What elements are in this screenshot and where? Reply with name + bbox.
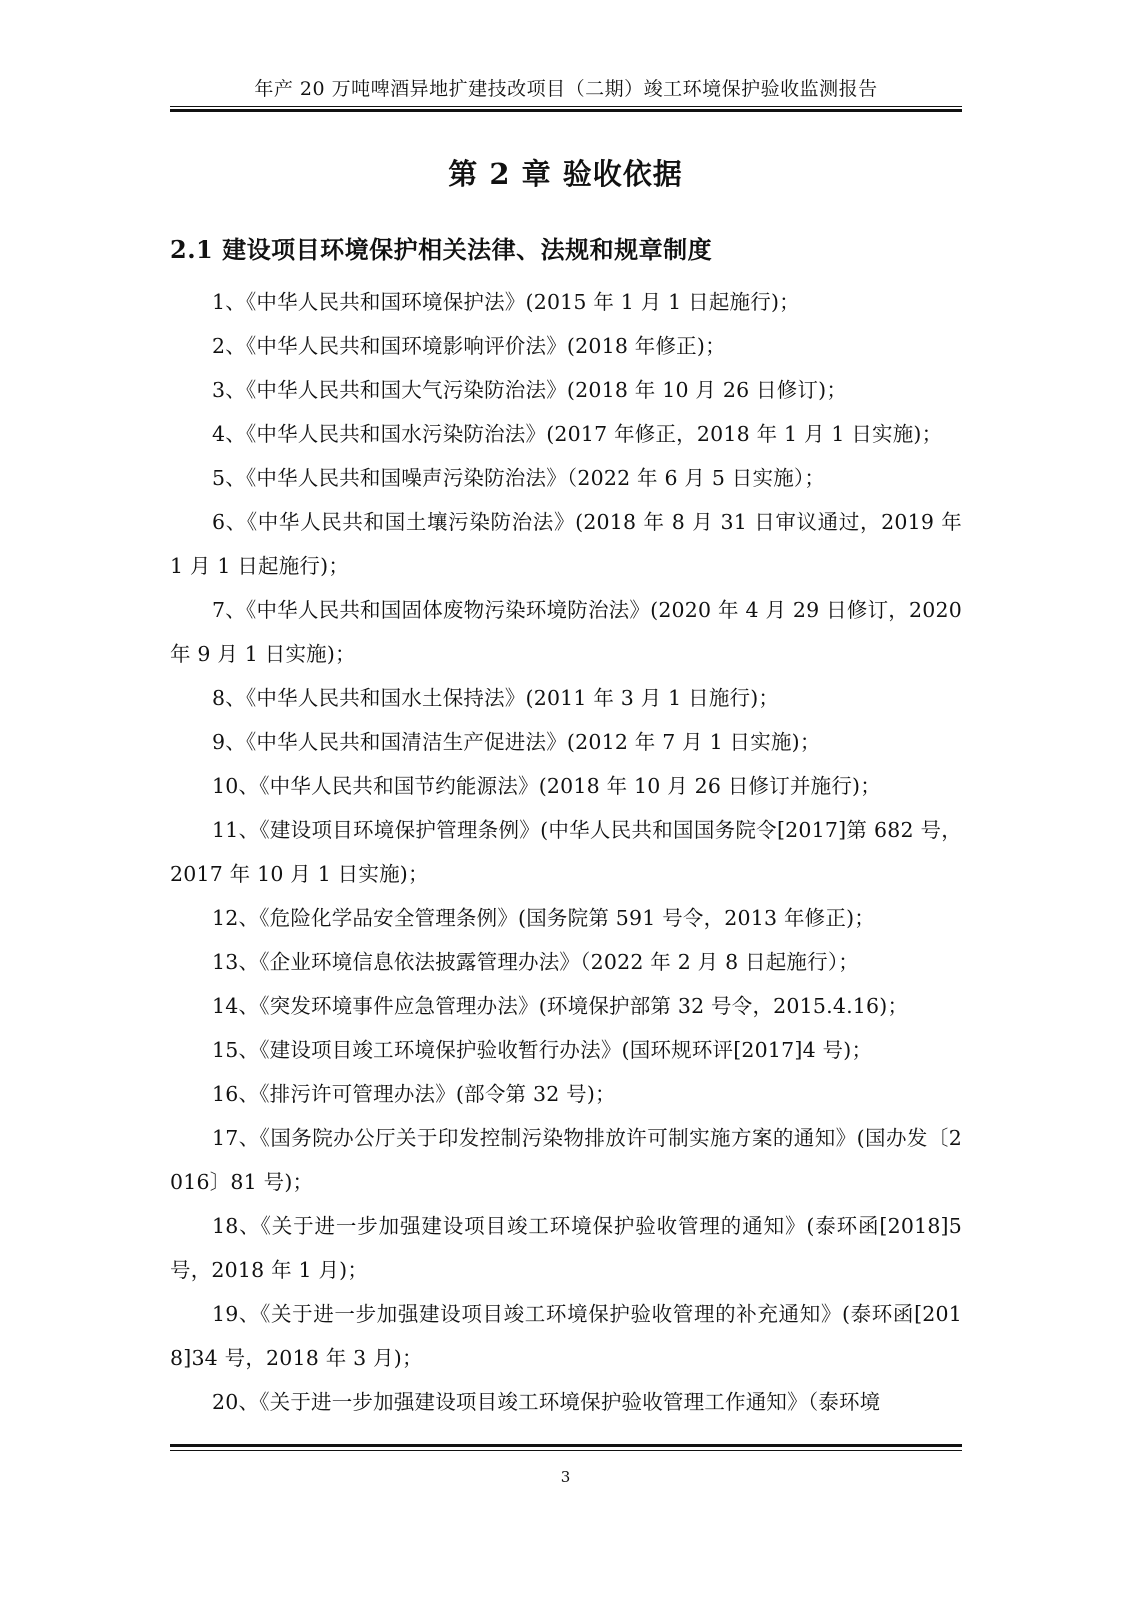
reference-item xyxy=(170,676,962,720)
reference-text: 《关于进一步加强建设项目竣工环境保护验收管理的通知》(泰环函[2018]5 号，2018 年 1 月)； xyxy=(170,1214,962,1282)
reference-text: 《中华人民共和国环境保护法》(2015 年 1 月 1 日起施行)； xyxy=(245,290,800,314)
reference-number: 16、 xyxy=(212,1082,260,1106)
reference-text: 《中华人民共和国噪声污染防治法》（2022 年 6 月 5 日实施）； xyxy=(245,466,826,490)
reference-text: 《突发环境事件应急管理办法》(环境保护部第 32 号令，2015.4.16)； xyxy=(259,994,909,1018)
reference-item xyxy=(170,764,962,808)
footer-divider-thick xyxy=(170,1444,962,1447)
reference-item xyxy=(170,1292,962,1380)
reference-number: 11、 xyxy=(212,818,260,842)
reference-item xyxy=(170,940,962,984)
reference-text: 《中华人民共和国清洁生产促进法》(2012 年 7 月 1 日实施)； xyxy=(245,730,821,754)
section-title: 2.1 建设项目环境保护相关法律、法规和规章制度 xyxy=(170,235,713,264)
reference-item xyxy=(170,280,962,324)
reference-text: 《中华人民共和国固体废物污染环境防治法》(2020 年 4 月 29 日修订，2020 年 9 月 1 日实施)； xyxy=(170,598,962,666)
reference-item xyxy=(170,1204,962,1292)
reference-item xyxy=(170,808,962,896)
reference-item xyxy=(170,1072,962,1116)
reference-item xyxy=(170,500,962,588)
reference-number: 9、 xyxy=(212,730,246,754)
reference-number: 20、 xyxy=(212,1390,260,1414)
header-divider-thin xyxy=(170,106,962,107)
chapter-title: 第 2 章 验收依据 xyxy=(448,157,683,191)
reference-text: 《关于进一步加强建设项目竣工环境保护验收管理工作通知》（泰环境 xyxy=(259,1390,881,1414)
reference-number: 5、 xyxy=(212,466,246,490)
reference-text: 《中华人民共和国土壤污染防治法》(2018 年 8 月 31 日审议通过，2019 年 1 月 1 日起施行)； xyxy=(170,510,962,578)
reference-text: 《企业环境信息依法披露管理办法》（2022 年 2 月 8 日起施行）； xyxy=(259,950,859,974)
reference-number: 12、 xyxy=(212,906,260,930)
reference-text: 《排污许可管理办法》(部令第 32 号)； xyxy=(259,1082,616,1106)
reference-item xyxy=(170,324,962,368)
reference-text: 《中华人民共和国节约能源法》(2018 年 10 月 26 日修订并施行)； xyxy=(259,774,881,798)
reference-text: 《关于进一步加强建设项目竣工环境保护验收管理的补充通知》(泰环函[2018]34 号，2018 年 3 月)； xyxy=(170,1302,963,1370)
reference-number: 17、 xyxy=(212,1126,260,1150)
reference-text: 《建设项目环境保护管理条例》(中华人民共和国国务院令[2017]第 682 号，2017 年 10 月 1 日实施)； xyxy=(170,818,963,886)
reference-number: 4、 xyxy=(212,422,246,446)
reference-number: 10、 xyxy=(212,774,260,798)
reference-number: 18、 xyxy=(212,1214,261,1238)
reference-item xyxy=(170,1116,962,1204)
reference-item xyxy=(170,456,962,500)
reference-item xyxy=(170,1028,962,1072)
reference-number: 15、 xyxy=(212,1038,260,1062)
reference-text: 《中华人民共和国水污染防治法》(2017 年修正，2018 年 1 月 1 日实施)； xyxy=(245,422,943,446)
reference-number: 6、 xyxy=(212,510,247,534)
reference-text: 《国务院办公厅关于印发控制污染物排放许可制实施方案的通知》(国办发〔2016〕81 号)； xyxy=(170,1126,963,1194)
reference-item xyxy=(170,1380,962,1424)
reference-item xyxy=(170,588,962,676)
reference-number: 1、 xyxy=(212,290,246,314)
reference-item xyxy=(170,412,962,456)
reference-number: 8、 xyxy=(212,686,246,710)
reference-item xyxy=(170,896,962,940)
running-header: 年产 20 万吨啤酒异地扩建技改项目（二期）竣工环境保护验收监测报告 xyxy=(254,78,878,100)
footer-divider-thin xyxy=(170,1450,962,1451)
reference-text: 《中华人民共和国大气污染防治法》(2018 年 10 月 26 日修订)； xyxy=(245,378,848,402)
reference-number: 13、 xyxy=(212,950,260,974)
reference-item xyxy=(170,368,962,412)
reference-list xyxy=(170,280,962,1424)
reference-number: 14、 xyxy=(212,994,260,1018)
reference-number: 19、 xyxy=(212,1302,261,1326)
reference-item xyxy=(170,984,962,1028)
reference-number: 2、 xyxy=(212,334,246,358)
reference-text: 《危险化学品安全管理条例》(国务院第 591 号令，2013 年修正)； xyxy=(259,906,875,930)
header-divider-thick xyxy=(170,109,962,112)
page-number: 3 xyxy=(560,1468,571,1486)
reference-text: 《中华人民共和国环境影响评价法》(2018 年修正)； xyxy=(245,334,726,358)
reference-item xyxy=(170,720,962,764)
reference-text: 《中华人民共和国水土保持法》(2011 年 3 月 1 日施行)； xyxy=(245,686,780,710)
reference-number: 3、 xyxy=(212,378,246,402)
reference-number: 7、 xyxy=(212,598,246,622)
reference-text: 《建设项目竣工环境保护验收暂行办法》(国环规环评[2017]4 号)； xyxy=(259,1038,873,1062)
